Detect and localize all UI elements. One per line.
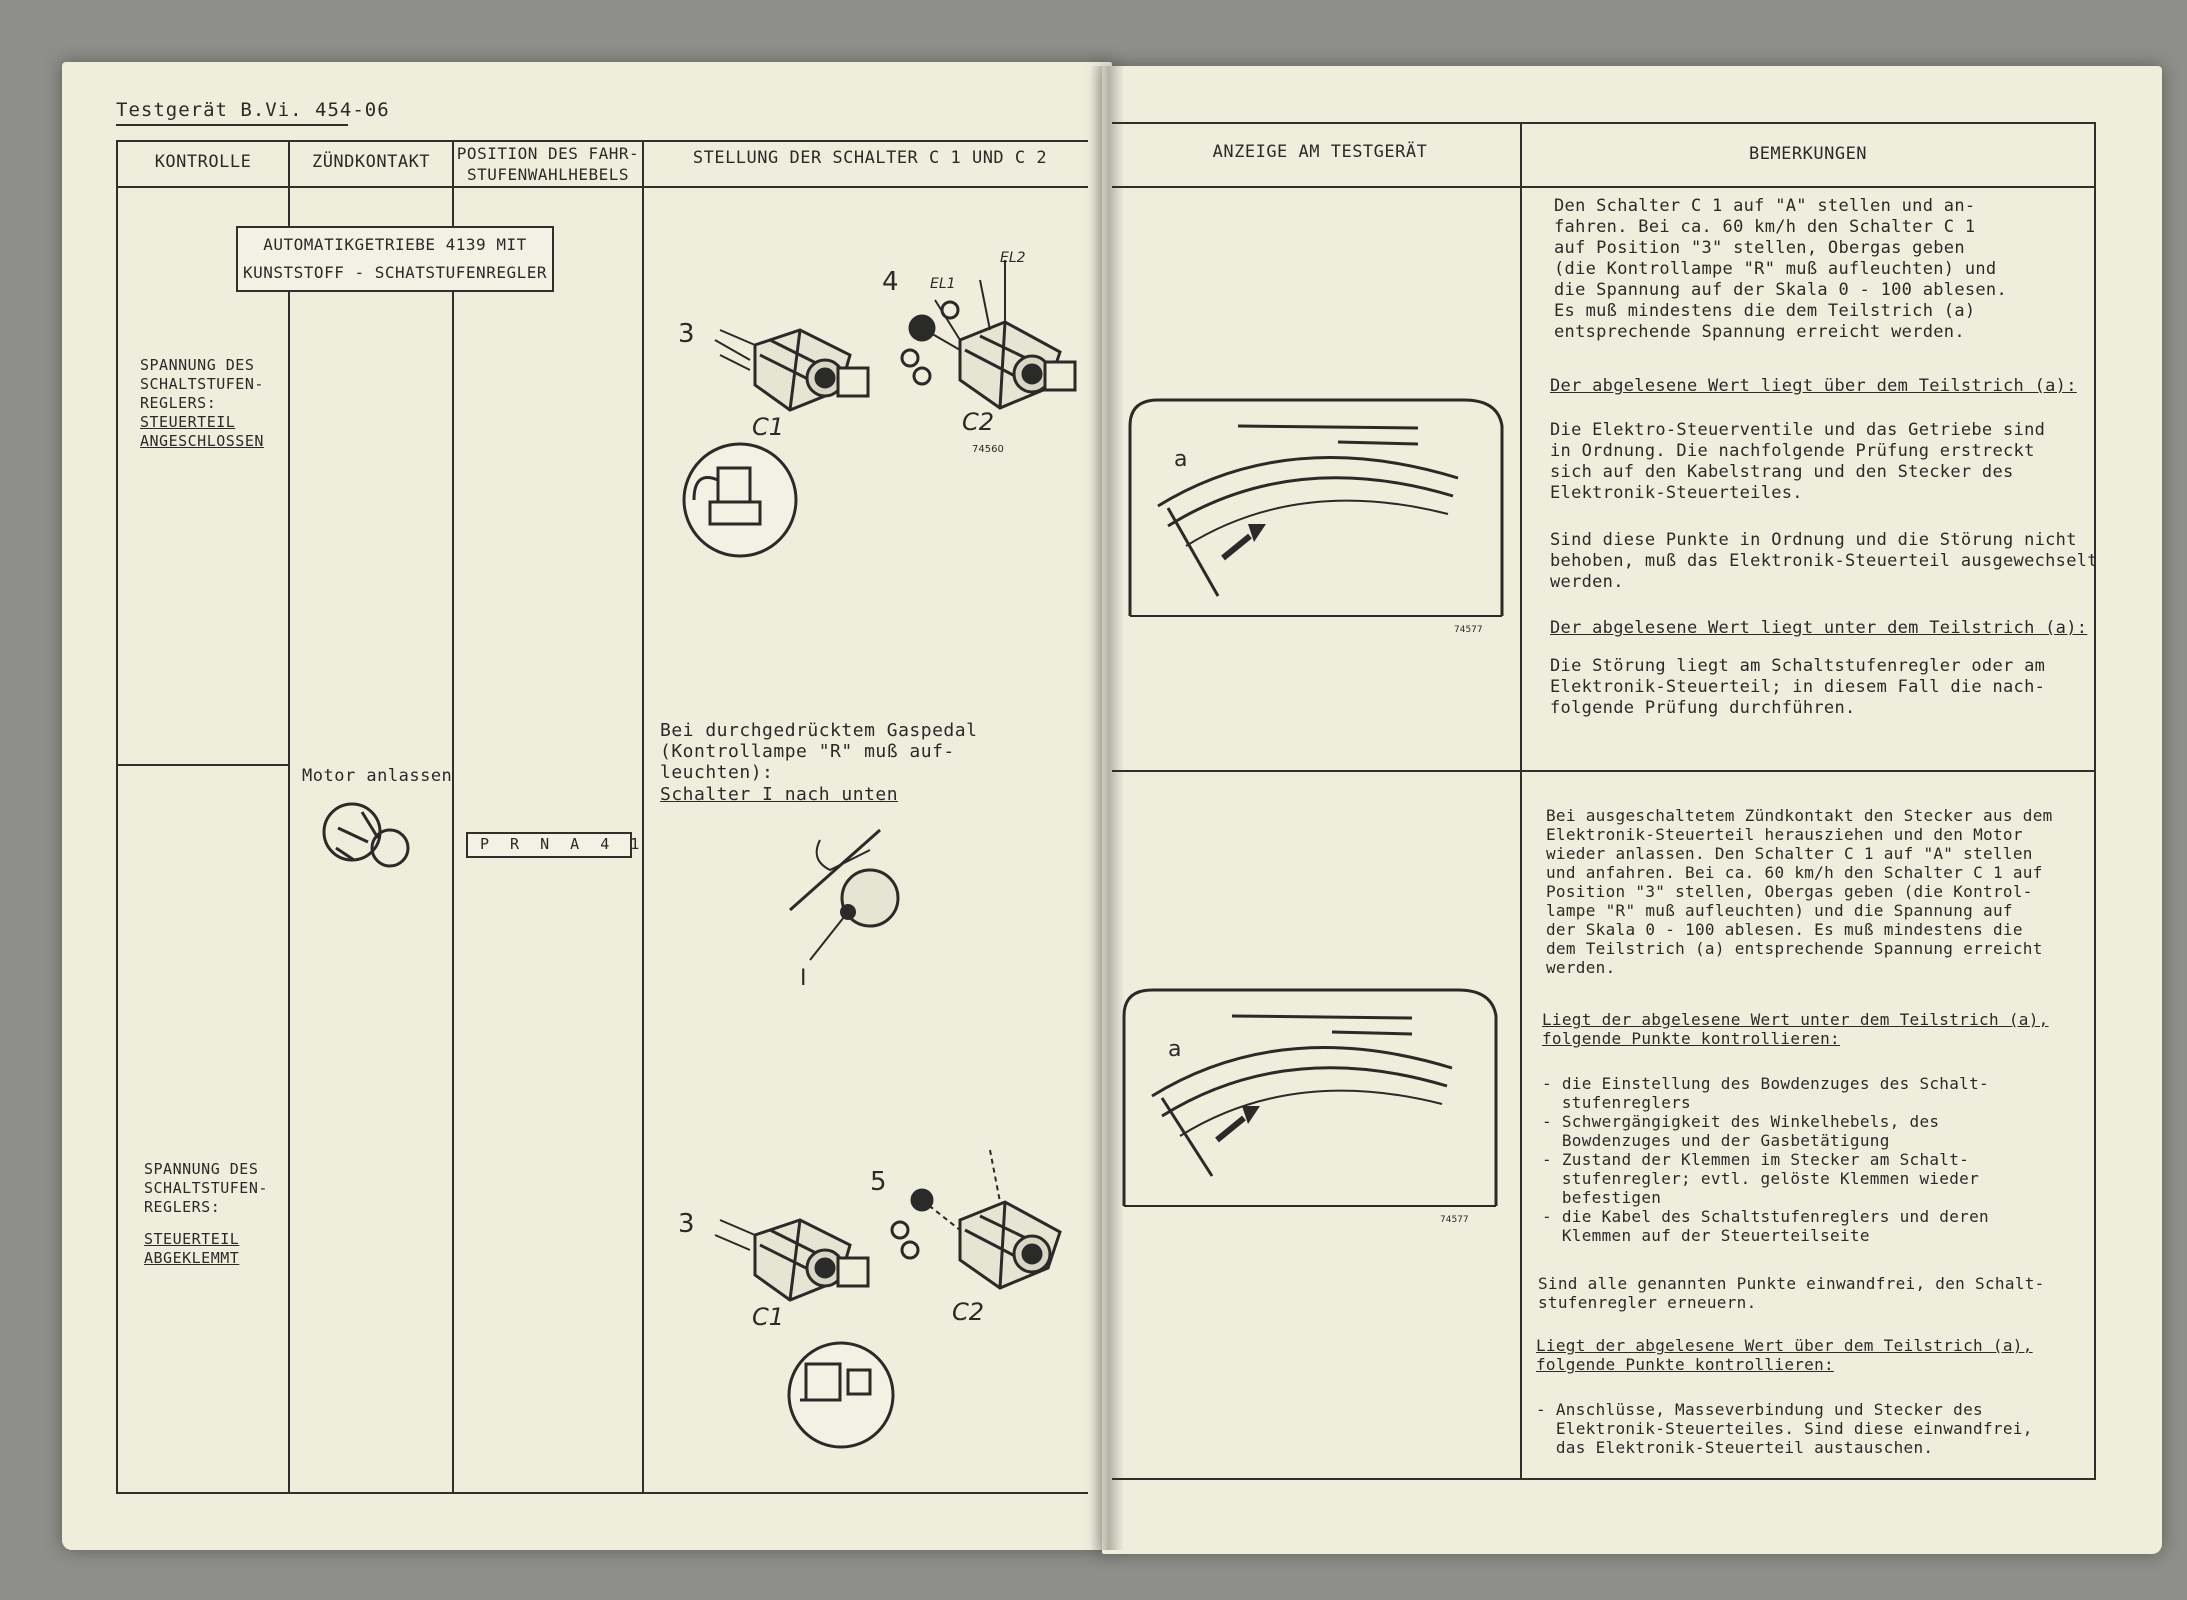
gauge2-label-a: a [1168, 1037, 1182, 1062]
row1-c2-number: 4 [882, 267, 899, 297]
connector-detail-icon-2 [786, 1340, 896, 1450]
col-divider-1 [288, 140, 290, 1494]
row1-c1-number: 3 [678, 319, 695, 349]
gauge2-ref: 74577 [1440, 1215, 1469, 1225]
header-bottom-border-left [116, 186, 1088, 188]
row-divider-left [116, 764, 288, 766]
table-top-border-left [116, 140, 1088, 142]
row2-switch-diagram [660, 1140, 1080, 1340]
zuendkontakt-value: Motor anlassen [302, 766, 453, 786]
row1-el2-label: EL2 [1000, 250, 1026, 266]
row2-remarks-heading2: Liegt der abgelesene Wert über dem Teilstrich (a), folgende Punkte kontrollieren: [1536, 1336, 2033, 1374]
row-divider-right [1112, 770, 2096, 772]
col-divider-4 [1520, 122, 1522, 1480]
row1-c2-name: C2 [962, 408, 995, 436]
row2-remarks-list1: - die Einstellung des Bowdenzuges des Schalt- stufenreglers - Schwergängigkeit des Winkelhebels, des Bowdenzuges und der Gasbetätigung - Zustand der Klemmen im Stecker am Schalt- stufenregler; evtl. gelöste Klemmen wieder befestigen - die Kabel des Schaltstufenreglers und deren Klemmen auf der Steuerteilseite [1542, 1074, 1989, 1245]
row2-remarks-heading1: Liegt der abgelesene Wert unter dem Teilstrich (a), folgende Punkte kontrollieren: [1542, 1010, 2049, 1048]
row1-remarks-para2: Sind diese Punkte in Ordnung und die Störung nicht behoben, muß das Elektronik-Steuerteil ausgewechselt werden. [1550, 530, 2098, 592]
row1-kontrolle: SPANNUNG DES SCHALTSTUFEN- REGLERS: [140, 356, 264, 412]
gear-selector-indicator [466, 832, 646, 858]
row1-kontrolle-state: STEUERTEIL ANGESCHLOSSEN [140, 413, 264, 450]
header-kontrolle: KONTROLLE [154, 152, 252, 172]
connector-detail-icon [680, 440, 800, 560]
row2-c2-name: C2 [952, 1298, 985, 1326]
left-outer-border [116, 140, 118, 1494]
banner-line2: KUNSTSTOFF - SCHATSTUFENREGLER [243, 263, 547, 282]
gas-pedal-diagram [760, 820, 920, 1000]
table-bottom-border-right [1112, 1478, 2096, 1480]
row2-remarks-para1: Sind alle genannten Punkte einwandfrei, den Schalt- stufenregler erneuern. [1538, 1274, 2045, 1312]
banner-line1: AUTOMATIKGETRIEBE 4139 MIT [263, 235, 527, 254]
book-gutter [1090, 66, 1124, 1550]
gauge1-label-a: a [1174, 447, 1188, 472]
row1-c1-name: C1 [752, 413, 785, 441]
row2-remarks-intro: Bei ausgeschaltetem Zündkontakt den Stecker aus dem Elektronik-Steuerteil herausziehen und den Motor wieder anlassen. Den Schalter C 1 auf "A" stellen und anfahren. Bei ca. 60 km/h den Schalter C 1 auf Position "3" stellen, Obergas geben (die Kontrol- lampe "R" muß aufleuchten) und die Spannung auf der Skala 0 - 100 ablesen. Es muß mindestens die dem Teilstrich (a) entsprechende Spannung erreicht werden. [1546, 806, 2053, 977]
row1-remarks-heading2: Der abgelesene Wert liegt unter dem Teilstrich (a): [1550, 618, 2088, 638]
row1-remarks-para3: Die Störung liegt am Schaltstufenregler oder am Elektronik-Steuerteil; in diesem Fall die nach- folgende Prüfung durchführen. [1550, 656, 2046, 718]
row2-stellung-text: Bei durchgedrücktem Gaspedal (Kontrollampe "R" muß auf- leuchten): [660, 720, 978, 783]
gauge-row2 [1122, 976, 1502, 1226]
header-zuendkontakt: ZÜNDKONTAKT [311, 152, 431, 172]
table-bottom-border-left [116, 1492, 1088, 1494]
pedal-switch-label: I [800, 966, 807, 991]
row1-remarks-para1: Die Elektro-Steuerventile und das Getriebe sind in Ordnung. Die nachfolgende Prüfung erstreckt sich auf den Kabelstrang und den Stecker des Elektronik-Steuerteiles. [1550, 420, 2046, 503]
row1-el1-label: EL1 [930, 276, 956, 292]
col-divider-3 [642, 140, 644, 1494]
document-title: Testgerät B.Vi. 454-06 [116, 99, 390, 121]
row2-remarks-list2: - Anschlüsse, Masseverbindung und Stecker des Elektronik-Steuerteiles. Sind diese einwandfrei, das Elektronik-Steuerteil austauschen. [1536, 1400, 2033, 1457]
gauge-row1 [1128, 386, 1508, 636]
gear-selector-text: P R N A 4 1 [480, 835, 646, 853]
header-position: POSITION DES FAHR- STUFENWAHLHEBELS [456, 144, 640, 184]
row2-stellung-underlined: Schalter I nach unten [660, 784, 899, 805]
header-anzeige: ANZEIGE AM TESTGERÄT [1212, 142, 1428, 162]
right-outer-border [2094, 122, 2096, 1480]
title-underline [116, 124, 348, 126]
header-bemerkungen: BEMERKUNGEN [1748, 144, 1868, 164]
header-stellung: STELLUNG DER SCHALTER C 1 UND C 2 [692, 148, 1048, 168]
row1-remarks-intro: Den Schalter C 1 auf "A" stellen und an- fahren. Bei ca. 60 km/h den Schalter C 1 auf Position "3" stellen, Obergas geben (die Kontrollampe "R" muß aufleuchten) und die Spannung auf der Skala 0 - 100 ablesen. Es muß mindestens die dem Teilstrich (a) entsprechende Spannung erreicht werden. [1554, 196, 2007, 342]
ignition-key-icon [318, 798, 418, 878]
row2-kontrolle-state: STEUERTEIL ABGEKLEMMT [144, 1230, 240, 1267]
header-bottom-border-right [1112, 186, 2096, 188]
table-top-border-right [1112, 122, 2096, 124]
row2-kontrolle: SPANNUNG DES SCHALTSTUFEN- REGLERS: [144, 1160, 268, 1216]
row1-figure-ref: 74560 [972, 444, 1004, 455]
col-divider-2 [452, 140, 454, 1494]
transmission-banner [236, 226, 554, 292]
gauge1-ref: 74577 [1454, 625, 1483, 635]
row2-c2-number: 5 [870, 1167, 887, 1197]
row2-c1-name: C1 [752, 1303, 785, 1331]
row1-remarks-heading1: Der abgelesene Wert liegt über dem Teilstrich (a): [1550, 376, 2077, 396]
row2-c1-number: 3 [678, 1209, 695, 1239]
